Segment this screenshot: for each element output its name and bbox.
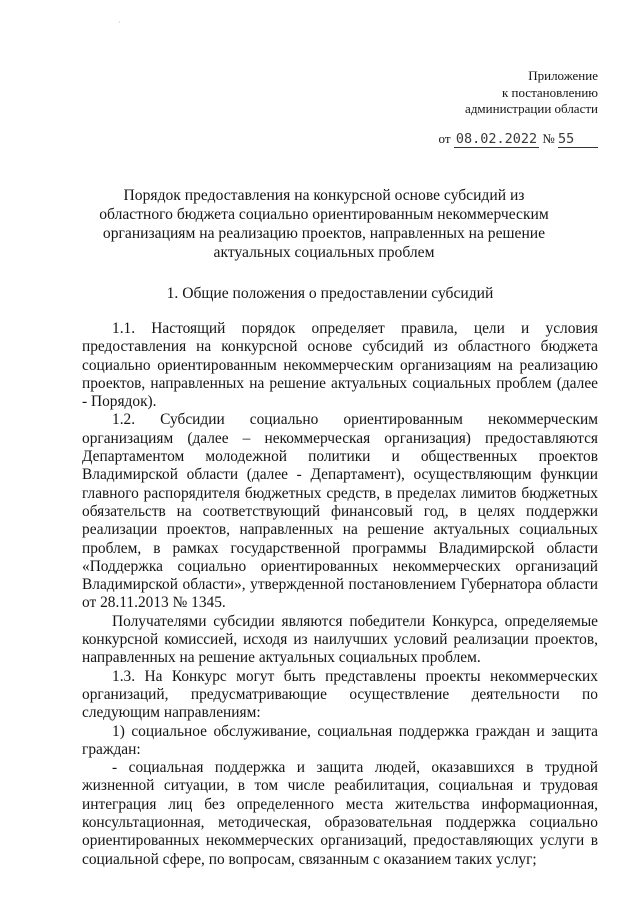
scan-mark: ·	[118, 18, 121, 27]
paragraph-recipients: Получателями субсидии являются победители Конкурса, определяемые конкурсной комиссией, исходя из наилучших условий реализации проектов, направленных на решение актуальных социальных проблем.	[82, 612, 598, 667]
appendix-line-3: администрации области	[465, 101, 598, 116]
appendix-line-1: Приложение	[528, 68, 598, 83]
paragraph-1-3: 1.3. На Конкурс могут быть представлены проекты некоммерческих организаций, предусматривающие осуществление деятельности по следующим направлениям:	[82, 667, 598, 722]
appendix-header	[465, 68, 598, 118]
section-heading: 1. Общие положения о предоставлении субсидий	[166, 285, 494, 302]
paragraph-1-1: 1.1. Настоящий порядок определяет правила, цели и условия предоставления на конкурсной основе субсидий из областного бюджета социально ориентированным некоммерческим организациям на реализацию проектов, направленных на решение актуальных социальных проблем (далее - Порядок).	[82, 320, 598, 411]
paragraph-1-2: 1.2. Субсидии социально ориентированным некоммерческим организациям (далее – некоммерческая организация) предоставляются Департаментом молодежной политики и общественных проектов Владимирской области (далее - Департамент), осуществляющим функции главного распорядителя бюджетных средств, в пределах лимитов бюджетных обязательств на соответствующий финансовый год, в целях поддержки реализации проектов, направленных на решение актуальных социальных проблем, в рамках государственной программы Владимирской области «Поддержка социально ориентированных некоммерческих организаций Владимирской области», утвержденной постановлением Губернатора области от 28.11.2013 № 1345.	[82, 411, 598, 612]
decree-reference	[439, 131, 598, 148]
decree-date: 08.02.2022	[455, 131, 538, 147]
appendix-line-2: к постановлению	[501, 84, 598, 100]
decree-number-prefix: №	[542, 131, 555, 146]
paragraph-direction-1: 1) социальное обслуживание, социальная поддержка граждан и защита граждан:	[82, 722, 598, 758]
decree-prefix: от	[438, 131, 451, 146]
document-body	[82, 320, 598, 869]
paragraph-direction-1-item: - социальная поддержка и защита людей, оказавшихся в трудной жизненной ситуации, в том числе реабилитация, социальная и трудовая интеграция лиц без определенного места жительства информационная, консультационная, методическая, образовательная поддержка социально ориентированных некоммерческих организаций, предоставляющих услуги в социальной сфере, по вопросам, связанным с оказанием таких услуг;	[82, 759, 598, 868]
document-title: Порядок предоставления на конкурсной основе субсидий из областного бюджета социально ориентированным некоммерческим организациям на реализацию проектов, направленных на решение актуальных социальных проблем	[99, 187, 549, 261]
decree-number: 55	[558, 131, 598, 148]
